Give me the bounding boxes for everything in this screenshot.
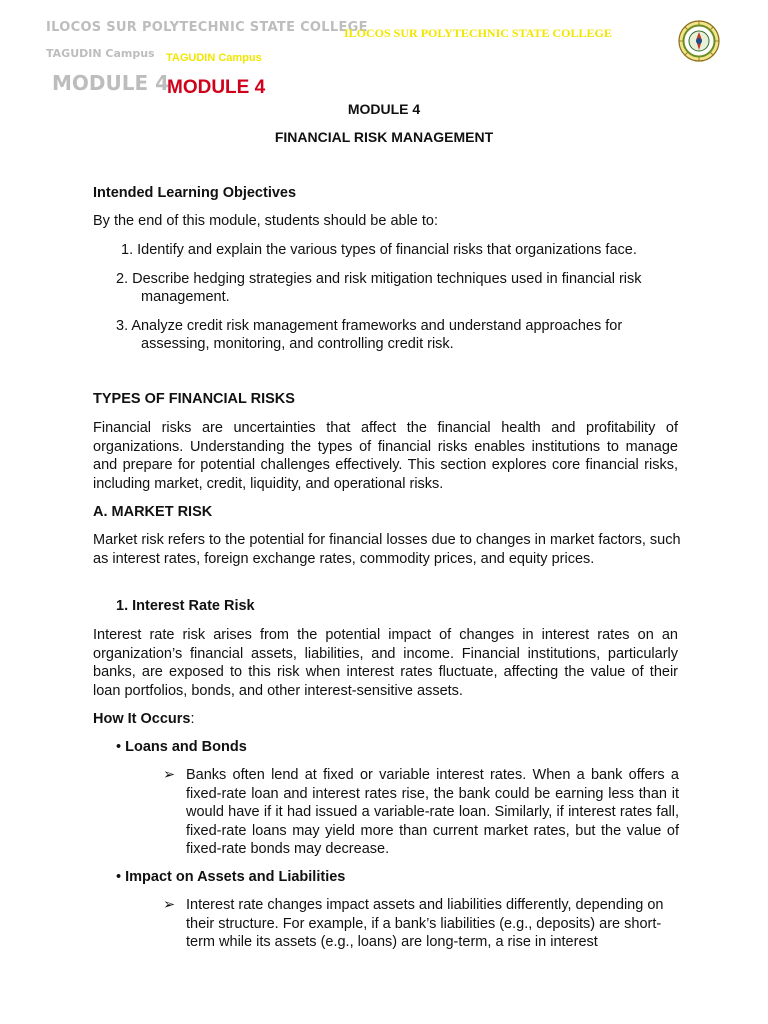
market-risk-paragraph: Market risk refers to the potential for financial losses due to changes in market factors, such as interest rates, foreign exchange rates, commodity prices, and equity prices. (93, 532, 681, 567)
header-module-label: MODULE 4 (167, 77, 266, 98)
bullet-impact-assets-liabilities (116, 868, 345, 887)
objectives-heading: Intended Learning Objectives (93, 185, 297, 201)
loans-and-bonds-heading: Loans and Bonds (125, 739, 247, 755)
objective-item-continued: assessing, monitoring, and controlling credit risk. (141, 336, 454, 352)
bullet-icon: • (116, 869, 122, 885)
loans-and-bonds-text: Banks often lend at fixed or variable interest rates. When a bank offers a fixed-rate loan and interest rates rise, the bank could be earning less than it would have if it had issued a variable-rate loan. Similarly, if interest rates fall, fixed-rate loans may yield more than current market rates, but the value of fixed-rate bonds may decrease. (186, 767, 679, 858)
interest-rate-risk-paragraph: Interest rate risk arises from the potential impact of changes in interest rates on an organization’s financial assets, liabilities, and income. Financial institutions, particularly banks, are exposed to this risk when interest rates fluctuate, affecting the value of their loan portfolios, bonds, and other interest-sensitive assets. (93, 627, 678, 699)
arrow-bullet-icon: ➢ (163, 767, 176, 783)
how-it-occurs-label (93, 710, 195, 729)
bullet-loans-and-bonds (116, 738, 247, 757)
module-number: MODULE 4 (347, 101, 421, 117)
header-campus: TAGUDIN Campus (166, 52, 262, 64)
watermark-module: MODULE 4 (52, 71, 170, 95)
impact-assets-liabilities-heading: Impact on Assets and Liabilities (125, 869, 346, 885)
watermark-college-name: ILOCOS SUR POLYTECHNIC STATE COLLEGE (46, 20, 368, 35)
objective-item: 2. Describe hedging strategies and risk mitigation techniques used in financial risk (116, 271, 642, 287)
header-college-name: ILOCOS SUR POLYTECHNIC STATE COLLEGE (344, 26, 612, 40)
objectives-intro: By the end of this module, students should be able to: (93, 213, 439, 229)
how-it-occurs-colon: : (190, 711, 195, 727)
bullet-icon: • (116, 739, 122, 755)
types-heading: TYPES OF FINANCIAL RISKS (93, 391, 295, 407)
watermark-campus: TAGUDIN Campus (46, 47, 155, 60)
objective-item: 3. Analyze credit risk management frameworks and understand approaches for (116, 318, 623, 334)
market-risk-heading: A. MARKET RISK (93, 504, 213, 520)
objective-item: 1. Identify and explain the various types of financial risks that organizations face. (121, 242, 637, 258)
arrow-bullet-icon: ➢ (163, 897, 176, 913)
interest-rate-risk-heading: 1. Interest Rate Risk (116, 598, 255, 614)
objective-item-continued: management. (141, 289, 230, 305)
college-seal-icon (678, 20, 720, 62)
impact-assets-liabilities-text: Interest rate changes impact assets and liabilities differently, depending on their structure. For example, if a bank’s liabilities (e.g., deposits) are short-term while its assets (e.g., loans) are long-term, a rise in interest (186, 897, 664, 951)
page-title: FINANCIAL RISK MANAGEMENT (274, 129, 494, 145)
how-it-occurs-text: How It Occurs (93, 711, 191, 727)
types-paragraph: Financial risks are uncertainties that affect the financial health and profitability of organizations. Understanding the types of financial risks enables institutions to manage and prepare for potential challenges effectively. This section explores core financial risks, including market, credit, liquidity, and operational risks. (93, 420, 678, 492)
